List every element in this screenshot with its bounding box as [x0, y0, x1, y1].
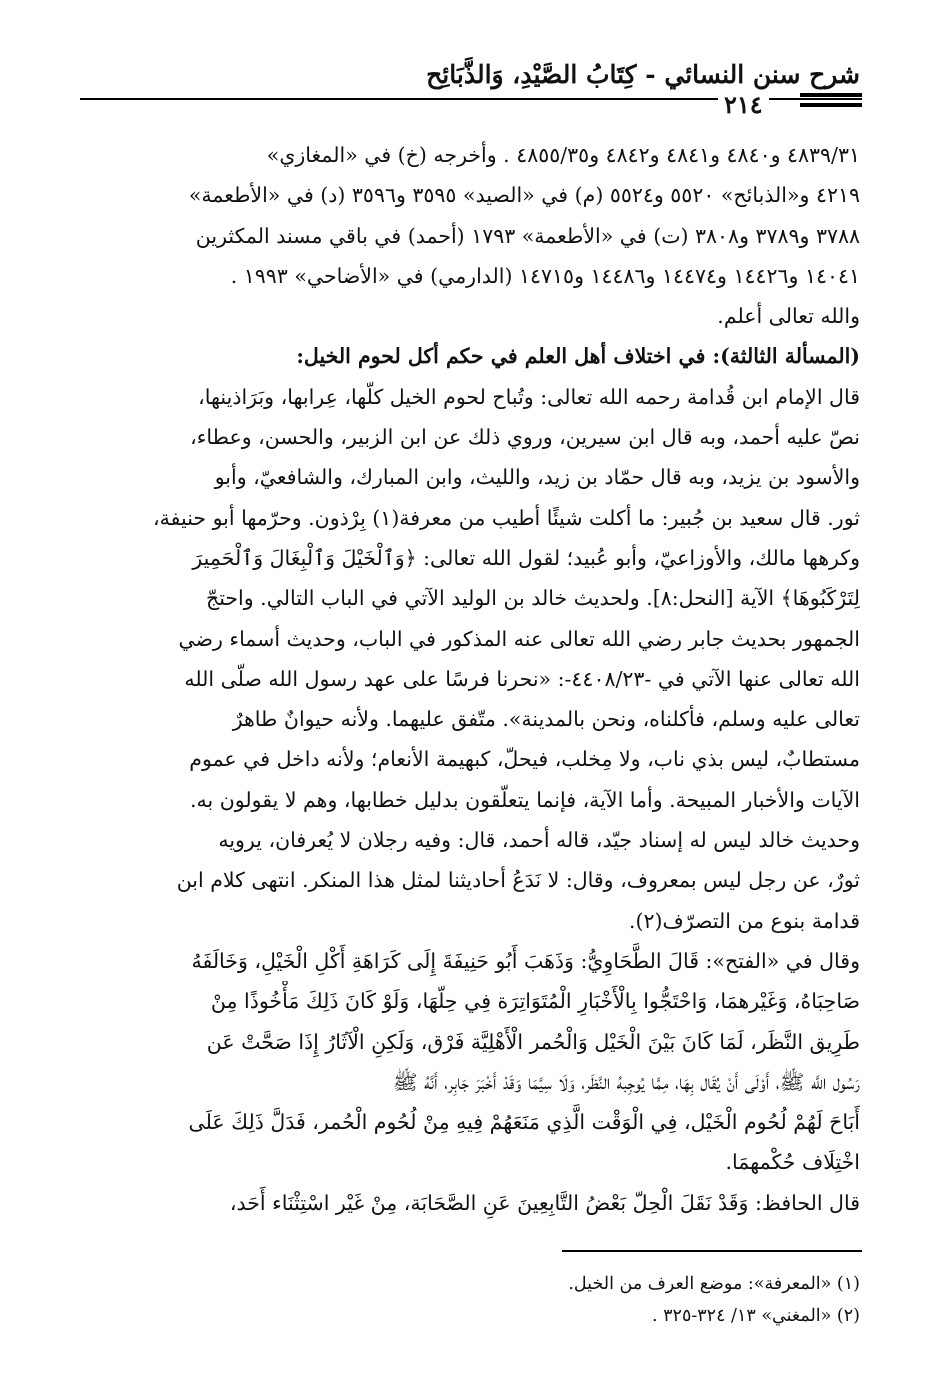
text-line: تعالى عليه وسلم، فأكلناه، ونحن بالمدينة». متّفق عليهما. ولأنه حيوانٌ طاهرٌ [232, 707, 860, 732]
footnote: (١) «المعرفة»: موضع العرف من الخيل. [568, 1274, 860, 1294]
text-line: قال الإمام ابن قُدامة رحمه الله تعالى: وتُباح لحوم الخيل كلّها، عِرابها، وبَرَاذينها، [198, 384, 860, 409]
text-line: وكرهها مالك، والأوزاعيّ، وأبو عُبيد؛ لقول الله تعالى: ﴿وَٱلْخَيْلَ وَٱلْبِغَالَ وَٱلْحَمِيرَ [192, 545, 860, 570]
footnote: (٢) «المغني» ١٣/ ٣٢٤-٣٢٥ . [652, 1306, 860, 1326]
text-line: طَرِيق النَّظَر، لَمَا كَانَ بَيْنَ الْخَيْل وَالْحُمر الْأَهْلِيَّة فَرْق، وَلَكِنِ الْآثَارُ إِذَا صَحَّتْ عَن [206, 1029, 860, 1054]
text-line: والأسود بن يزيد، وبه قال حمّاد بن زيد، والليث، وابن المبارك، والشافعيّ، وأبو [214, 465, 860, 490]
footnotes [78, 1268, 860, 1332]
text-line: ٤٢١٩ و«الذبائح» ٥٥٢٠ و٥٥٢٤ (م) في «الصيد» ٣٥٩٥ و٣٥٩٦ (د) في «الأطعمة» [188, 183, 860, 208]
text-line: نصّ عليه أحمد، وبه قال ابن سيرين، وروي ذلك عن ابن الزبير، والحسن، وعطاء، [190, 425, 860, 450]
text-line: الجمهور بحديث جابر رضي الله تعالى عنه المذكور في الباب، وحديث أسماء رضي [178, 626, 860, 651]
text-line: والله تعالى أعلم. [717, 304, 860, 329]
body-text [78, 135, 860, 1223]
text-line: مستطابٌ، ليس بذي ناب، ولا مِخلب، فيحلّ، كبهيمة الأنعام؛ ولأنه داخل في عموم [189, 747, 860, 772]
text-line: الآيات والأخبار المبيحة. وأما الآية، فإنما يتعلّقون بدليل خطابها، وهم لا يقولون به. [190, 787, 860, 812]
running-header-title: شرح سنن النسائي - كِتَابُ الصَّيْدِ، وَالذَّبَائِح [426, 60, 860, 89]
page-number: ٢١٤ [718, 90, 769, 119]
header-double-rule-lower [800, 103, 862, 107]
text-line: قال الحافظ: وَقَدْ نَقَلَ الْحِلّ بَعْضُ التَّابِعِينَ عَنِ الصَّحَابَة، مِنْ غَيْر اسْتِثْنَاء أَحَد، [229, 1190, 860, 1215]
text-line: ثور. قال سعيد بن جُبير: ما أكلت شيئًا أطيب من معرفة(١) بِرْذون. وحرّمها أبو حنيفة، [153, 505, 860, 530]
text-line: ٣٧٨٨ و٣٧٨٩ و٣٨٠٨ (ت) في «الأطعمة» ١٧٩٣ (أحمد) في باقي مسند المكثرين [195, 223, 860, 248]
text-line: ٤٨٣٩/٣١ و٤٨٤٠ و٤٨٤١ و٤٨٤٢ و٤٨٥٥/٣٥ . وأخرجه (خ) في «المغازي» [266, 143, 860, 167]
text-line: اخْتِلَاف حُكْمهمَا. [725, 1150, 860, 1175]
text-line: رَسُول اللَّه ﷺ، أَوْلَى أَنْ يُقَال بِهَا، مِمَّا يُوجِبهُ النَّظَر، وَلَا سِيَّمَا وَقَدْ أَخْبَرَ جَابِر، أَنَّهُ ﷺ [392, 1069, 860, 1094]
text-line: الله تعالى عنها الآتي في -٤٤٠٨/٢٣-: «نحرنا فرسًا على عهد رسول الله صلّى الله [184, 666, 860, 691]
text-line: وحديث خالد ليس له إسناد جيّد، قاله أحمد، قال: وفيه رجلان لا يُعرفان، يرويه [218, 828, 860, 853]
text-line: لِتَرْكَبُوهَا﴾ الآية [النحل:٨]. ولحديث خالد بن الوليد الآتي في الباب التالي. واحتجّ [205, 586, 860, 611]
footnote-separator [562, 1250, 862, 1252]
text-line: قدامة بنوع من التصرّف(٢). [628, 908, 860, 933]
text-line: ١٤٠٤١ و١٤٤٢٦ و١٤٤٧٤ و١٤٤٨٦ و١٤٧١٥ (الدارمي) في «الأضاحي» ١٩٩٣ . [230, 263, 860, 288]
section-heading: (المسألة الثالثة): في اختلاف أهل العلم في حكم أكل لحوم الخيل: [296, 344, 860, 369]
text-line: وقال في «الفتح»: قَالَ الطَّحَاوِيُّ: وَذَهَبَ أَبُو حَنِيفَةَ إِلَى كَرَاهَةِ أَكْلِ الْخَيْلِ، وَخَالَفَهُ [191, 948, 860, 973]
text-line: ثورٌ، عن رجل ليس بمعروف، وقال: لا نَدَعُ أحاديثنا لمثل هذا المنكر. انتهى كلام ابن [176, 868, 860, 893]
text-line: صَاحِبَاهُ، وَغَيْرهمَا، وَاحْتَجُّوا بِالْأَخْبَارِ الْمُتَوَاتِرَة فِي حِلّهَا، وَلَوْ كَانَ ذَلِكَ مَأْخُوذًا مِنْ [210, 989, 860, 1014]
text-line: أَبَاحَ لَهُمْ لُحُوم الْخَيْل، فِي الْوَقْت الَّذِي مَنَعَهُمْ فِيهِ مِنْ لُحُوم الْحُمر، فَدَلَّ ذَلِكَ عَلَى [188, 1110, 860, 1135]
header-double-rule-upper [800, 93, 862, 97]
